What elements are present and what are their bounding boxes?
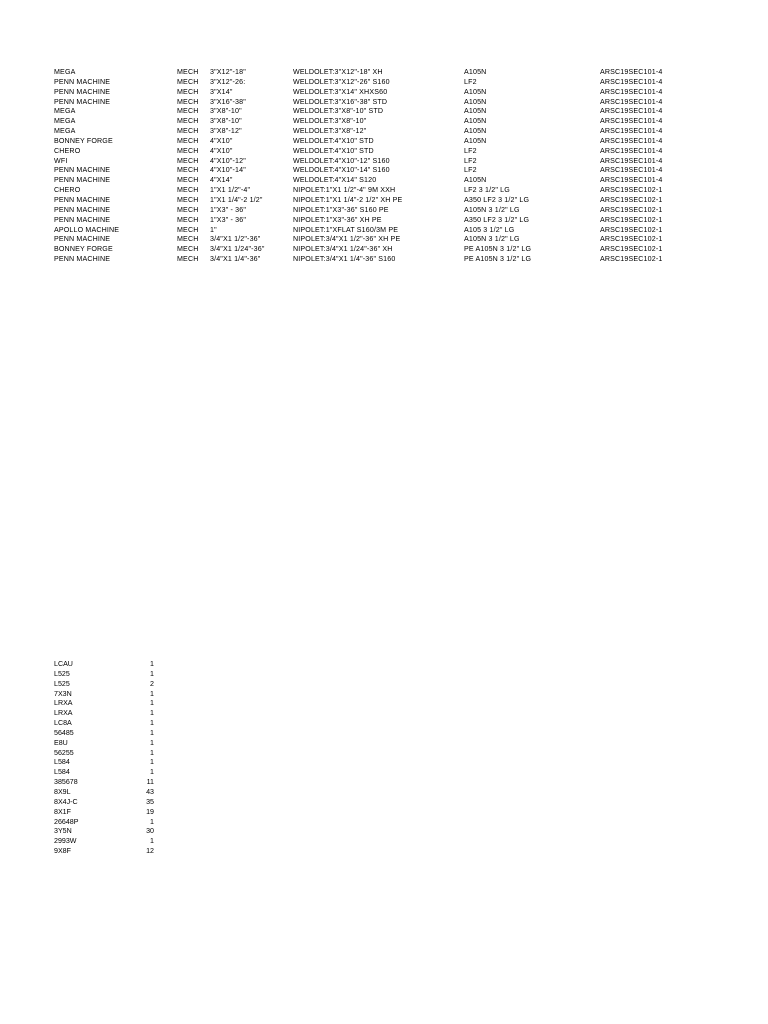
reference-cell: ARSC19SEC101-4 bbox=[600, 156, 663, 165]
vendor-cell: CHERO bbox=[54, 146, 81, 155]
quantity-cell: 1 bbox=[150, 660, 154, 668]
count-table bbox=[54, 660, 154, 857]
description-cell: NIPOLET:1"X3"-36" XH PE bbox=[293, 215, 382, 224]
quantity-cell: 1 bbox=[150, 738, 154, 747]
code-cell: LRXA bbox=[54, 709, 73, 718]
code-cell: 56255 bbox=[54, 748, 74, 757]
reference-cell: ARSC19SEC102-1 bbox=[600, 225, 663, 234]
type-cell: MECH bbox=[177, 156, 199, 165]
material-cell: A105 3 1/2" LG bbox=[464, 225, 515, 234]
size-cell: 3"X8"-10" bbox=[210, 107, 242, 116]
quantity-cell: 43 bbox=[146, 787, 154, 796]
description-cell: NIPOLET:1"X1 1/2"-4" 9M XXH bbox=[293, 186, 396, 195]
vendor-cell: PENN MACHINE bbox=[54, 205, 111, 214]
description-cell: NIPOLET:3/4"X1 1/2"-36" XH PE bbox=[293, 235, 401, 244]
vendor-cell: PENN MACHINE bbox=[54, 235, 111, 244]
reference-cell: ARSC19SEC102-1 bbox=[600, 235, 663, 244]
table-row bbox=[54, 147, 674, 157]
size-cell: 4"X10" bbox=[210, 146, 233, 155]
count-row bbox=[54, 719, 154, 729]
description-cell: WELDOLET:4"X10"-12" S160 bbox=[293, 156, 390, 165]
quantity-cell: 1 bbox=[150, 758, 154, 767]
description-cell: NIPOLET:1"X1 1/4"-2 1/2" XH PE bbox=[293, 195, 403, 204]
reference-cell: ARSC19SEC102-1 bbox=[600, 195, 663, 204]
reference-cell: ARSC19SEC101-4 bbox=[600, 166, 663, 175]
material-cell: PE A105N 3 1/2" LG bbox=[464, 255, 532, 264]
description-cell: WELDOLET:3"X12"-26" S160 bbox=[293, 77, 390, 86]
count-row bbox=[54, 758, 154, 768]
code-cell: 9X8F bbox=[54, 847, 71, 856]
reference-cell: ARSC19SEC101-4 bbox=[600, 176, 663, 185]
size-cell: 3/4"X1 1/2"-36" bbox=[210, 235, 261, 244]
table-row bbox=[54, 137, 674, 147]
code-cell: L525 bbox=[54, 669, 70, 678]
material-cell: A105N bbox=[464, 107, 487, 116]
count-row bbox=[54, 739, 154, 749]
vendor-cell: BONNEY FORGE bbox=[54, 245, 113, 254]
table-row bbox=[54, 127, 674, 137]
table-row bbox=[54, 255, 674, 265]
quantity-cell: 1 bbox=[150, 748, 154, 757]
reference-cell: ARSC19SEC101-4 bbox=[600, 97, 663, 106]
type-cell: MECH bbox=[177, 225, 199, 234]
quantity-cell: 1 bbox=[150, 837, 154, 846]
reference-cell: ARSC19SEC101-4 bbox=[600, 127, 663, 136]
table-row bbox=[54, 117, 674, 127]
count-row bbox=[54, 660, 154, 670]
description-cell: NIPOLET:1"XFLAT S160/3M PE bbox=[293, 225, 399, 234]
type-cell: MECH bbox=[177, 68, 199, 76]
vendor-cell: CHERO bbox=[54, 186, 81, 195]
reference-cell: ARSC19SEC101-4 bbox=[600, 146, 663, 155]
type-cell: MECH bbox=[177, 195, 199, 204]
vendor-cell: MEGA bbox=[54, 107, 76, 116]
type-cell: MECH bbox=[177, 255, 199, 264]
description-cell: NIPOLET:3/4"X1 1/24"-36" XH bbox=[293, 245, 393, 254]
size-cell: 1"X3" - 36" bbox=[210, 205, 247, 214]
material-cell: LF2 bbox=[464, 77, 477, 86]
material-cell: LF2 bbox=[464, 156, 477, 165]
quantity-cell: 1 bbox=[150, 817, 154, 826]
quantity-cell: 1 bbox=[150, 768, 154, 777]
size-cell: 3"X8"-12" bbox=[210, 127, 242, 136]
table-row bbox=[54, 206, 674, 216]
size-cell: 4"X10"-14" bbox=[210, 166, 246, 175]
table-row bbox=[54, 226, 674, 236]
type-cell: MECH bbox=[177, 127, 199, 136]
reference-cell: ARSC19SEC101-4 bbox=[600, 117, 663, 126]
material-cell: LF2 3 1/2" LG bbox=[464, 186, 510, 195]
material-cell: A105N 3 1/2" LG bbox=[464, 205, 520, 214]
count-row bbox=[54, 699, 154, 709]
material-cell: A105N 3 1/2" LG bbox=[464, 235, 520, 244]
description-cell: WELDOLET:3"X12"-18" XH bbox=[293, 68, 383, 76]
size-cell: 1" bbox=[210, 225, 217, 234]
vendor-cell: PENN MACHINE bbox=[54, 77, 111, 86]
description-cell: WELDOLET:3"X8"-10" STD bbox=[293, 107, 384, 116]
quantity-cell: 19 bbox=[146, 807, 154, 816]
count-row bbox=[54, 837, 154, 847]
code-cell: 385678 bbox=[54, 778, 78, 787]
quantity-cell: 35 bbox=[146, 797, 154, 806]
material-cell: A105N bbox=[464, 97, 487, 106]
parts-table bbox=[54, 68, 674, 265]
count-row bbox=[54, 680, 154, 690]
table-row bbox=[54, 166, 674, 176]
material-cell: A350 LF2 3 1/2" LG bbox=[464, 215, 530, 224]
material-cell: A105N bbox=[464, 136, 487, 145]
quantity-cell: 12 bbox=[146, 847, 154, 856]
material-cell: A105N bbox=[464, 176, 487, 185]
vendor-cell: PENN MACHINE bbox=[54, 255, 111, 264]
code-cell: 2993W bbox=[54, 837, 77, 846]
code-cell: L584 bbox=[54, 768, 70, 777]
type-cell: MECH bbox=[177, 166, 199, 175]
description-cell: WELDOLET:4"X10"-14" S160 bbox=[293, 166, 390, 175]
size-cell: 3"X14" bbox=[210, 87, 233, 96]
size-cell: 3"X16"-38" bbox=[210, 97, 246, 106]
count-row bbox=[54, 788, 154, 798]
count-row bbox=[54, 709, 154, 719]
code-cell: L525 bbox=[54, 679, 70, 688]
type-cell: MECH bbox=[177, 205, 199, 214]
vendor-cell: MEGA bbox=[54, 117, 76, 126]
vendor-cell: APOLLO MACHINE bbox=[54, 225, 120, 234]
quantity-cell: 1 bbox=[150, 728, 154, 737]
material-cell: PE A105N 3 1/2" LG bbox=[464, 245, 532, 254]
material-cell: A105N bbox=[464, 68, 487, 76]
description-cell: WELDOLET:4"X10" STD bbox=[293, 136, 374, 145]
description-cell: WELDOLET:4"X14" S120 bbox=[293, 176, 377, 185]
count-row bbox=[54, 818, 154, 828]
code-cell: LRXA bbox=[54, 699, 73, 708]
vendor-cell: MEGA bbox=[54, 127, 76, 136]
table-row bbox=[54, 196, 674, 206]
reference-cell: ARSC19SEC102-1 bbox=[600, 215, 663, 224]
table-row bbox=[54, 235, 674, 245]
reference-cell: ARSC19SEC102-1 bbox=[600, 245, 663, 254]
table-row bbox=[54, 216, 674, 226]
vendor-cell: MEGA bbox=[54, 68, 76, 76]
material-cell: A105N bbox=[464, 87, 487, 96]
reference-cell: ARSC19SEC102-1 bbox=[600, 186, 663, 195]
count-row bbox=[54, 798, 154, 808]
vendor-cell: PENN MACHINE bbox=[54, 215, 111, 224]
size-cell: 4"X10" bbox=[210, 136, 233, 145]
description-cell: WELDOLET:3"X14" XHXS60 bbox=[293, 87, 388, 96]
type-cell: MECH bbox=[177, 215, 199, 224]
table-row bbox=[54, 157, 674, 167]
size-cell: 3/4"X1 1/24"-36" bbox=[210, 245, 265, 254]
vendor-cell: PENN MACHINE bbox=[54, 87, 111, 96]
description-cell: NIPOLET:1"X3"-36" S160 PE bbox=[293, 205, 389, 214]
code-cell: 3Y5N bbox=[54, 827, 72, 836]
size-cell: 3"X8"-10" bbox=[210, 117, 242, 126]
count-row bbox=[54, 690, 154, 700]
count-row bbox=[54, 749, 154, 759]
table-row bbox=[54, 68, 674, 78]
description-cell: WELDOLET:3"X8"-10" bbox=[293, 117, 367, 126]
quantity-cell: 30 bbox=[146, 827, 154, 836]
code-cell: E8U bbox=[54, 738, 68, 747]
size-cell: 1"X1 1/2"-4" bbox=[210, 186, 251, 195]
type-cell: MECH bbox=[177, 176, 199, 185]
type-cell: MECH bbox=[177, 186, 199, 195]
type-cell: MECH bbox=[177, 235, 199, 244]
vendor-cell: PENN MACHINE bbox=[54, 195, 111, 204]
code-cell: 8X4J-C bbox=[54, 797, 78, 806]
code-cell: LC8A bbox=[54, 719, 72, 728]
count-row bbox=[54, 670, 154, 680]
size-cell: 4"X10"-12" bbox=[210, 156, 246, 165]
reference-cell: ARSC19SEC101-4 bbox=[600, 136, 663, 145]
size-cell: 3"X12"-18" bbox=[210, 68, 246, 76]
quantity-cell: 1 bbox=[150, 689, 154, 698]
quantity-cell: 1 bbox=[150, 719, 154, 728]
quantity-cell: 1 bbox=[150, 709, 154, 718]
material-cell: LF2 bbox=[464, 146, 477, 155]
material-cell: A105N bbox=[464, 117, 487, 126]
table-row bbox=[54, 88, 674, 98]
vendor-cell: PENN MACHINE bbox=[54, 166, 111, 175]
count-row bbox=[54, 847, 154, 857]
vendor-cell: BONNEY FORGE bbox=[54, 136, 113, 145]
table-row bbox=[54, 176, 674, 186]
table-row bbox=[54, 186, 674, 196]
material-cell: A105N bbox=[464, 127, 487, 136]
reference-cell: ARSC19SEC102-1 bbox=[600, 205, 663, 214]
count-row bbox=[54, 768, 154, 778]
description-cell: WELDOLET:3"X8"-12" bbox=[293, 127, 367, 136]
code-cell: 7X3N bbox=[54, 689, 72, 698]
vendor-cell: PENN MACHINE bbox=[54, 176, 111, 185]
quantity-cell: 1 bbox=[150, 669, 154, 678]
table-row bbox=[54, 98, 674, 108]
size-cell: 3/4"X1 1/4"-36" bbox=[210, 255, 261, 264]
count-row bbox=[54, 778, 154, 788]
material-cell: LF2 bbox=[464, 166, 477, 175]
type-cell: MECH bbox=[177, 77, 199, 86]
description-cell: WELDOLET:3"X16"-38" STD bbox=[293, 97, 388, 106]
table-row bbox=[54, 78, 674, 88]
size-cell: 1"X1 1/4"-2 1/2" bbox=[210, 195, 263, 204]
description-cell: WELDOLET:4"X10" STD bbox=[293, 146, 374, 155]
size-cell: 3"X12"-26: bbox=[210, 77, 246, 86]
type-cell: MECH bbox=[177, 97, 199, 106]
reference-cell: ARSC19SEC101-4 bbox=[600, 77, 663, 86]
count-row bbox=[54, 808, 154, 818]
code-cell: 56485 bbox=[54, 728, 74, 737]
count-row bbox=[54, 827, 154, 837]
quantity-cell: 11 bbox=[146, 778, 154, 787]
reference-cell: ARSC19SEC101-4 bbox=[600, 87, 663, 96]
vendor-cell: WFI bbox=[54, 156, 68, 165]
count-row bbox=[54, 729, 154, 739]
size-cell: 4"X14" bbox=[210, 176, 233, 185]
type-cell: MECH bbox=[177, 245, 199, 254]
description-cell: NIPOLET:3/4"X1 1/4"-36" S160 bbox=[293, 255, 396, 264]
reference-cell: ARSC19SEC102-1 bbox=[600, 255, 663, 264]
code-cell: LCAU bbox=[54, 660, 73, 668]
code-cell: L584 bbox=[54, 758, 70, 767]
type-cell: MECH bbox=[177, 146, 199, 155]
table-row bbox=[54, 245, 674, 255]
vendor-cell: PENN MACHINE bbox=[54, 97, 111, 106]
code-cell: 8X1F bbox=[54, 807, 71, 816]
reference-cell: ARSC19SEC101-4 bbox=[600, 68, 663, 76]
code-cell: 8X9L bbox=[54, 787, 71, 796]
material-cell: A350 LF2 3 1/2" LG bbox=[464, 195, 530, 204]
type-cell: MECH bbox=[177, 117, 199, 126]
table-row bbox=[54, 107, 674, 117]
type-cell: MECH bbox=[177, 136, 199, 145]
type-cell: MECH bbox=[177, 107, 199, 116]
quantity-cell: 2 bbox=[150, 679, 154, 688]
code-cell: 26648P bbox=[54, 817, 79, 826]
type-cell: MECH bbox=[177, 87, 199, 96]
quantity-cell: 1 bbox=[150, 699, 154, 708]
size-cell: 1"X3" - 36" bbox=[210, 215, 247, 224]
reference-cell: ARSC19SEC101-4 bbox=[600, 107, 663, 116]
